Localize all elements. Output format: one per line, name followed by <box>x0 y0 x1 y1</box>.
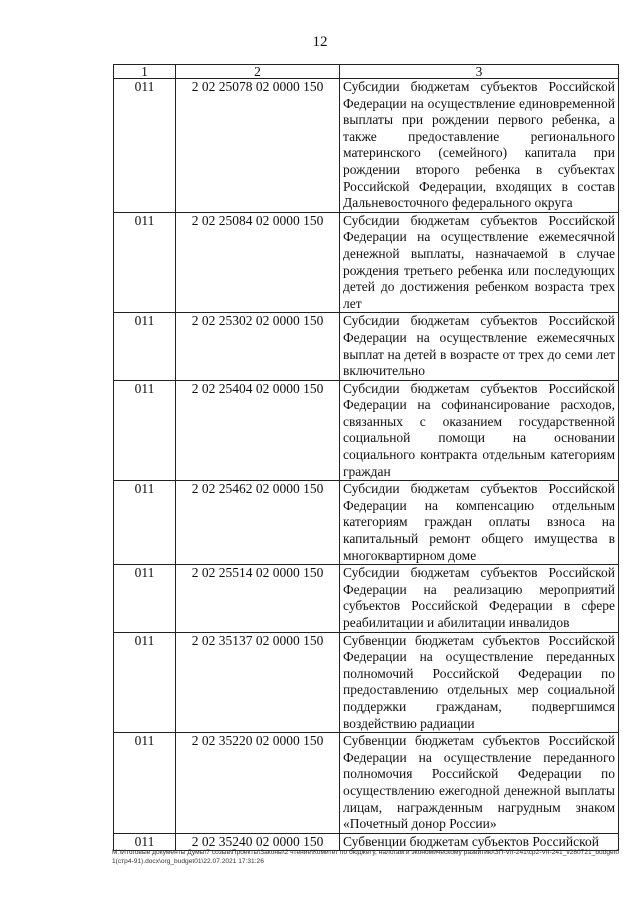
admin-code-cell: 011 <box>114 565 176 632</box>
description-cell: Субсидии бюджетам субъектов Российской Федерации на осуществление ежемесячной денежной выплаты, назначаемой в случае рождения третьего ребенка или последующих детей до достижения ребенком возраста трех лет <box>340 212 619 313</box>
admin-code-cell: 011 <box>114 79 176 213</box>
admin-code-cell: 011 <box>114 380 176 481</box>
budget-code-cell: 2 02 25514 02 0000 150 <box>176 565 340 632</box>
table-row <box>114 481 619 565</box>
description-cell: Субсидии бюджетам субъектов Российской Федерации на софинансирование расходов, связанных с оказанием государственной социальной помощи на основании социального контракта отдельным категориям граждан <box>340 380 619 481</box>
admin-code-cell: 011 <box>114 313 176 380</box>
description-cell: Субвенции бюджетам субъектов Российской Федерации на осуществление переданных полномочий Российской Федерации по предоставлению отдельных мер социальной поддержки гражданам, подвергшимся воздействию радиации <box>340 632 619 733</box>
description-cell: Субсидии бюджетам субъектов Российской Федерации на реализацию мероприятий субъектов Российской Федерации в сфере реабилитации и абилитации инвалидов <box>340 565 619 632</box>
table-row <box>114 212 619 313</box>
header-col-1: 1 <box>114 65 176 79</box>
footer-file-path: M:\Итоговые документы Думы\7 созыв\Проекты\Законы\2 чтение\Комитет по бюджету, налогам и экономическому развитию\ЗП-VII-241\ср2-VII-241_v280721_budget01(стр4-91).docx\org_budget01\22.07.2021 17:31:26 <box>112 849 620 865</box>
header-col-2: 2 <box>176 65 340 79</box>
table-row <box>114 565 619 632</box>
page-number: 12 <box>312 34 328 50</box>
table-row <box>114 79 619 213</box>
admin-code-cell: 011 <box>114 733 176 834</box>
header-col-3: 3 <box>340 65 619 79</box>
description-cell: Субсидии бюджетам субъектов Российской Федерации на осуществление единовременной выплаты при рождении первого ребенка, а также предоставление регионального материнского (семейного) капитала при рождении второго ребенка в субъектах Российской Федерации, входящих в состав Дальневосточного федерального округа <box>340 79 619 213</box>
description-cell: Субсидии бюджетам субъектов Российской Федерации на осуществление ежемесячных выплат на детей в возрасте от трех до семи лет включительно <box>340 313 619 380</box>
budget-code-cell: 2 02 25404 02 0000 150 <box>176 380 340 481</box>
admin-code-cell: 011 <box>114 212 176 313</box>
table-row <box>114 380 619 481</box>
budget-code-cell: 2 02 25084 02 0000 150 <box>176 212 340 313</box>
table-row <box>114 632 619 733</box>
budget-code-cell: 2 02 35220 02 0000 150 <box>176 733 340 834</box>
admin-code-cell: 011 <box>114 632 176 733</box>
table-header-row <box>114 65 619 79</box>
admin-code-cell: 011 <box>114 481 176 565</box>
description-cell: Субвенции бюджетам субъектов Российской <box>340 833 619 851</box>
table-row <box>114 733 619 834</box>
description-cell: Субсидии бюджетам субъектов Российской Федерации на компенсацию отдельным категориям граждан оплаты взноса на капитальный ремонт общего имущества в многоквартирном доме <box>340 481 619 565</box>
budget-code-cell: 2 02 25462 02 0000 150 <box>176 481 340 565</box>
budget-code-cell: 2 02 35240 02 0000 150 <box>176 833 340 851</box>
budget-code-cell: 2 02 25302 02 0000 150 <box>176 313 340 380</box>
budget-code-cell: 2 02 25078 02 0000 150 <box>176 79 340 213</box>
description-cell: Субвенции бюджетам субъектов Российской Федерации на осуществление переданного полномочия Российской Федерации по осуществлению ежегодной денежной выплаты лицам, награжденным нагрудным знаком «Почетный донор России» <box>340 733 619 834</box>
budget-table <box>113 64 619 851</box>
table-row <box>114 313 619 380</box>
budget-code-cell: 2 02 35137 02 0000 150 <box>176 632 340 733</box>
admin-code-cell: 011 <box>114 833 176 851</box>
